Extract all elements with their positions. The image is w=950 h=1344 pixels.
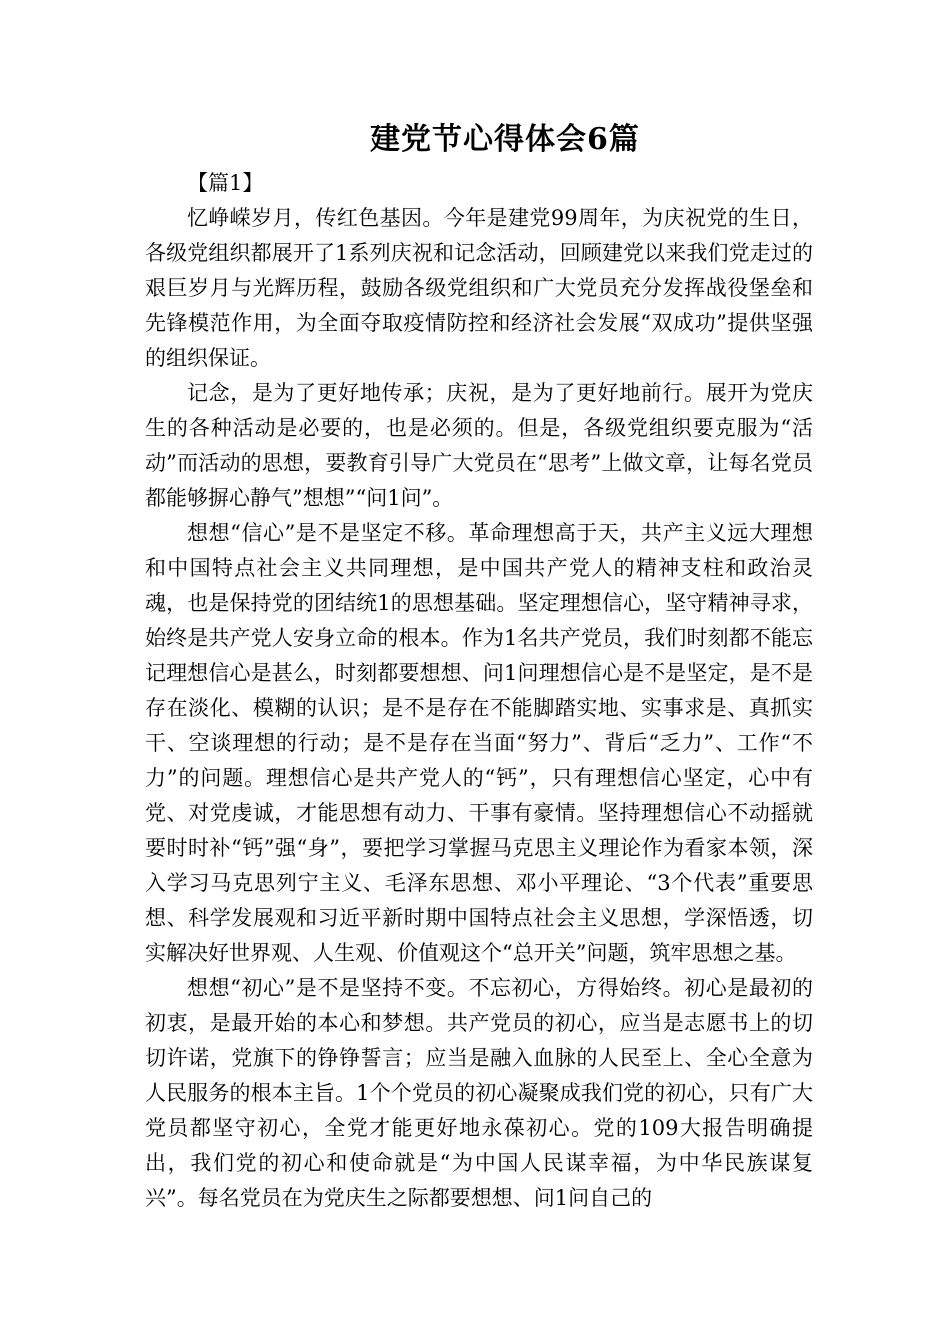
paragraph-2: 记念，是为了更好地传承；庆祝，是为了更好地前行。展开为党庆生的各种活动是必要的，也是必须的。但是，各级党组织要克服为“活动”而活动的思想，要教育引导广大党员在“思考”上做文章，让每名党员都能够摒心静气”想想”“问1问”。 [145, 381, 813, 510]
paragraph-4: 想想“初心”是不是坚持不变。不忘初心，方得始终。初心是最初的初衷，是最开始的本心和梦想。共产党员的初心，应当是志愿书上的切切许诺，党旗下的铮铮誓言；应当是融入血脉的人民至上、全心全意为人民服务的根本主旨。1个个党员的初心凝聚成我们党的初心，只有广大党员都坚守初心，全党才能更好地永葆初心。党的109大报告明确提出，我们党的初心和使命就是“为中国人民谋幸福，为中华民族谋复兴”。每名党员在为党庆生之际都要想想、问1问自己的 [145, 976, 813, 1210]
section-label: 【篇1】 [187, 171, 264, 195]
paragraph-1: 忆峥嵘岁月，传红色基因。今年是建党99周年，为庆祝党的生日，各级党组织都展开了1系列庆祝和记念活动，回顾建党以来我们党走过的艰巨岁月与光辉历程，鼓励各级党组织和广大党员充分发挥战役堡垒和先锋模范作用，为全面夺取疫情防控和经济社会发展“双成功”提供坚强的组织保证。 [145, 206, 813, 370]
document-title: 建党节心得体会6篇 [370, 122, 640, 157]
paragraph-3: 想想“信心”是不是坚定不移。革命理想高于天，共产主义远大理想和中国特点社会主义共同理想，是中国共产党人的精神支柱和政治灵魂，也是保持党的团结统1的思想基础。坚定理想信心，坚守精神寻求，始终是共产党人安身立命的根本。作为1名共产党员，我们时刻都不能忘记理想信心是甚么，时刻都要想想、问1问理想信心是不是坚定，是不是存在淡化、模糊的认识；是不是存在不能脚踏实地、实事求是、真抓实干、空谈理想的行动；是不是存在当面“努力”、背后“乏力”、工作“不力”的问题。理想信心是共产党人的“钙”，只有理想信心坚定，心中有党、对党虔诚，才能思想有动力、干事有豪情。坚持理想信心不动摇就要时时补“钙”强“身”，要把学习掌握马克思主义理论作为看家本领，深入学习马克思列宁主义、毛泽东思想、邓小平理论、“3个代表”重要思想、科学发展观和习近平新时期中国特点社会主义思想，学深悟透，切实解决好世界观、人生观、价值观这个“总开关”问题，筑牢思想之基。 [145, 521, 813, 965]
document-body [145, 166, 813, 1216]
